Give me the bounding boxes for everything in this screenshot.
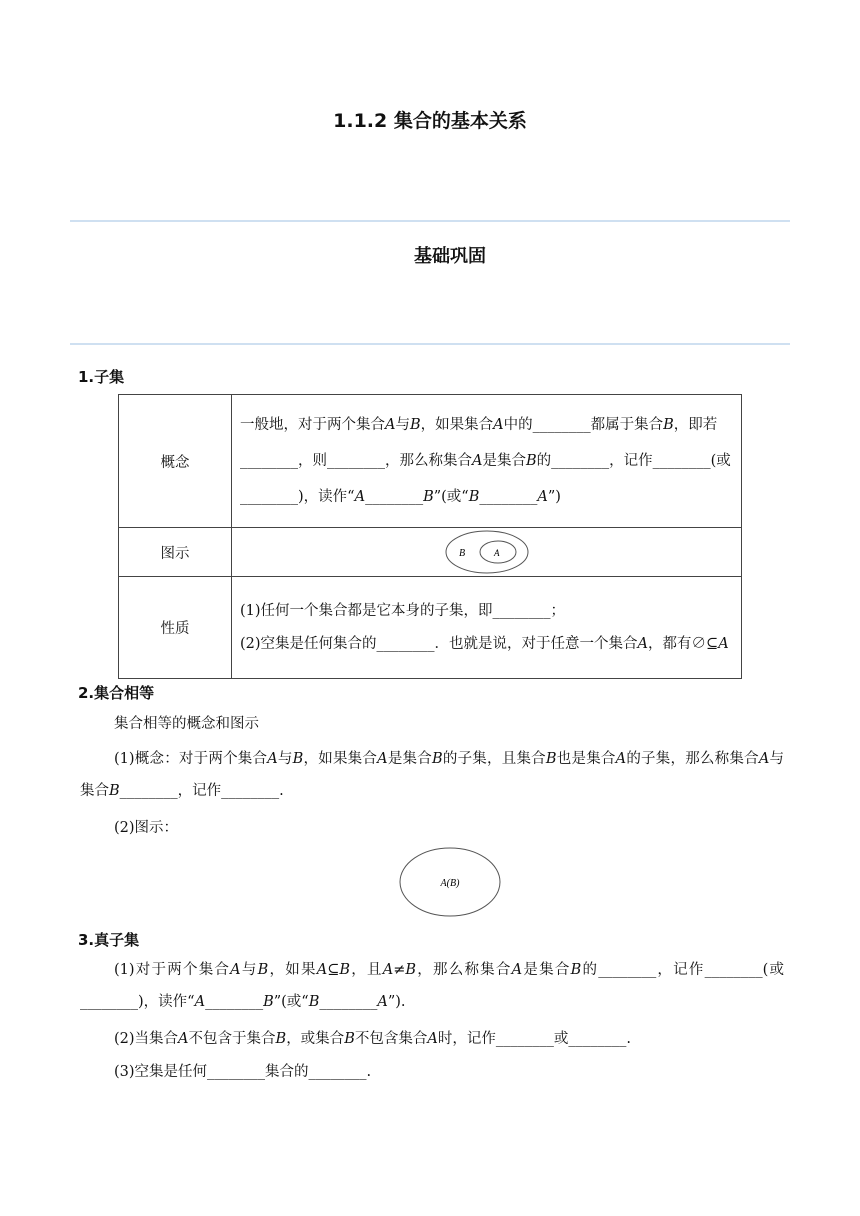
property-2: (2)空集是任何集合的________．也就是说，对于任意一个集合A，都有∅⊆A (240, 635, 729, 652)
concept-text: 一般地，对于两个集合A与B，如果集合A中的________都属于集合B，即若________，则________，那么称集合A是集合B的________，记作________(或________)，读作“A________B”(或“B________A”) (232, 395, 742, 528)
heading-equal-sets: 2.集合相等 (78, 684, 155, 702)
row-figure (119, 528, 742, 577)
label-figure: 图示 (119, 528, 232, 577)
equal-figure-label: (2)图示： (114, 820, 179, 836)
equal-venn-label: A(B) (440, 878, 460, 889)
equal-intro: 集合相等的概念和图示 (114, 716, 259, 732)
equal-concept: (1)概念：对于两个集合A与B，如果集合A是集合B的子集，且集合B也是集合A的子集，那么称集合A与集合B________，记作________. (80, 751, 785, 799)
label-concept: 概念 (119, 395, 232, 528)
property-1: (1)任何一个集合都是它本身的子集，即________； (240, 602, 566, 619)
proper-subset-empty: (3)空集是任何________集合的________. (114, 1064, 372, 1080)
subset-venn-diagram (442, 529, 532, 575)
venn-label-a: A (493, 548, 499, 558)
heading-subset: 1.子集 (78, 368, 125, 386)
proper-subset-notation: (2)当集合A不包含于集合B，或集合B不包含集合A时，记作________或________. (114, 1031, 631, 1047)
label-property: 性质 (119, 577, 232, 679)
page-title: 1.1.2 集合的基本关系 (333, 110, 527, 132)
divider-bottom (70, 343, 790, 345)
property-text (232, 577, 742, 679)
figure-cell (232, 528, 742, 577)
section-title: 基础巩固 (414, 246, 486, 267)
proper-subset-def: (1)对于两个集合A与B，如果A⊆B，且A≠B，那么称集合A是集合B的________，记作________(或________)，读作“A________B”(或“B________A”). (80, 962, 785, 1010)
heading-proper-subset: 3.真子集 (78, 931, 140, 949)
divider-top (70, 220, 790, 222)
row-property (119, 577, 742, 679)
row-concept (119, 395, 742, 528)
subset-table (118, 394, 742, 679)
equal-venn-diagram (397, 846, 503, 918)
venn-label-b: B (458, 548, 465, 559)
